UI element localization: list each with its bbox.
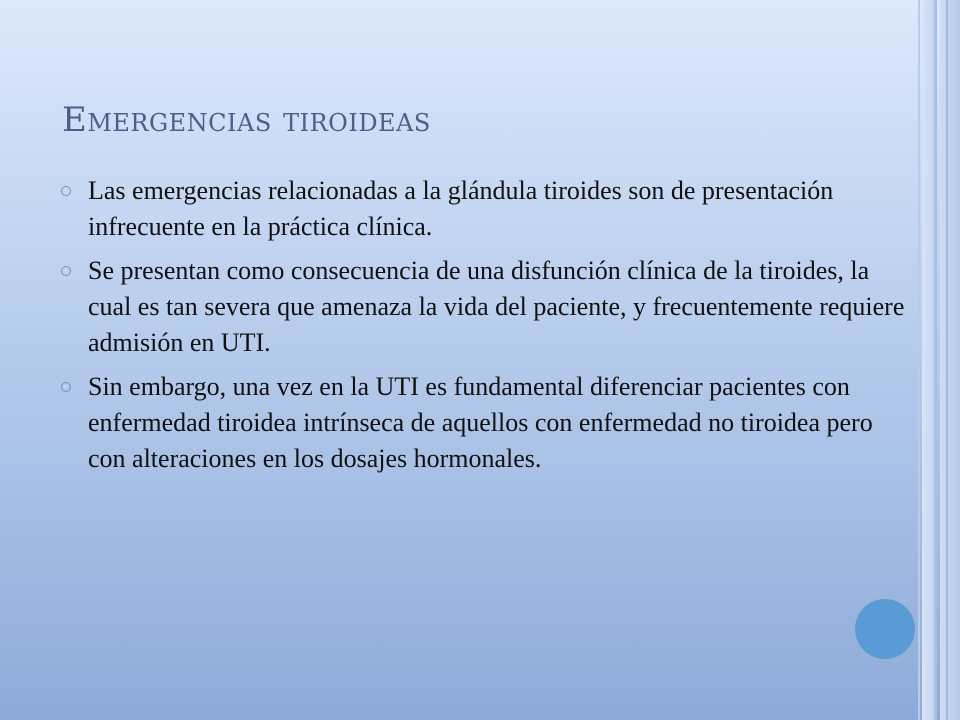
- bullet-icon: [61, 266, 71, 276]
- decorative-stripe: [918, 0, 920, 720]
- bullet-icon: [61, 382, 71, 392]
- bullet-item: [60, 253, 905, 361]
- bullet-text: Las emergencias relacionadas a la glándula tiroides son de presentación infrecuente en la práctica clínica.: [88, 176, 834, 241]
- decorative-stripe: [946, 0, 948, 720]
- bullet-icon: [61, 186, 71, 196]
- decorative-circle: [855, 599, 915, 659]
- bullet-item: [60, 173, 905, 245]
- decorative-stripe: [922, 0, 934, 720]
- decorative-stripe: [940, 0, 960, 720]
- bullet-list: [60, 173, 905, 485]
- decorative-stripe: [934, 0, 937, 720]
- bullet-item: [60, 369, 905, 477]
- bullet-text: Se presentan como consecuencia de una disfunción clínica de la tiroides, la cual es tan severa que amenaza la vida del paciente, y frecuentemente requiere admisión en UTI.: [88, 256, 905, 357]
- bullet-text: Sin embargo, una vez en la UTI es fundamental diferenciar pacientes con enfermedad tiroidea intrínseca de aquellos con enfermedad no tiroidea pero con alteraciones en los dosajes hormonales.: [88, 372, 873, 473]
- slide-title: Emergencias tiroideas: [62, 100, 431, 140]
